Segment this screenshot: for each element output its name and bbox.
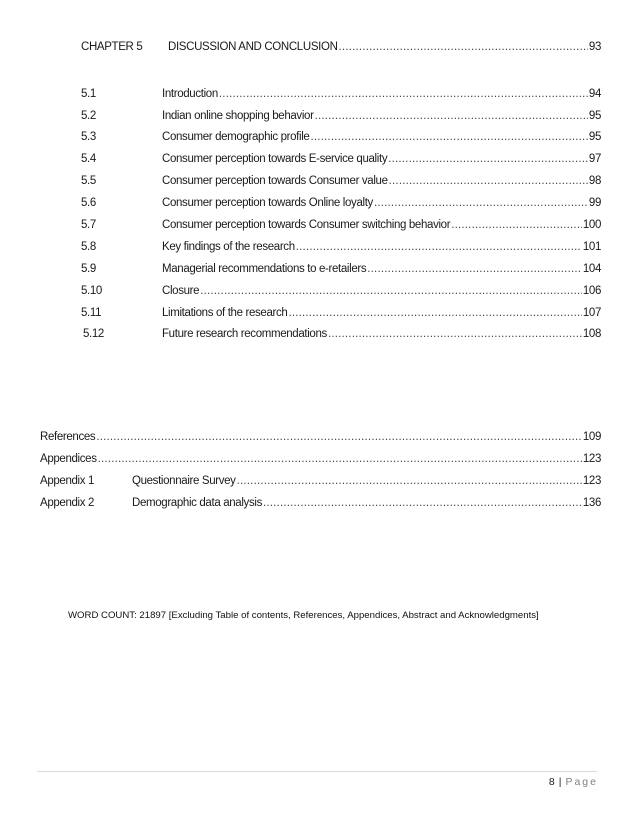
leader-dots xyxy=(237,474,582,488)
section-page: 104 xyxy=(582,263,601,275)
section-number: 5.6 xyxy=(81,197,96,209)
toc-appendix-row[interactable] xyxy=(40,496,601,510)
section-title: Indian online shopping behavior xyxy=(162,110,314,122)
footer-separator: | xyxy=(558,776,562,788)
section-title: Key findings of the research xyxy=(162,241,295,253)
appendix-page: 136 xyxy=(582,497,601,509)
page-footer xyxy=(549,776,598,788)
toc-section-row[interactable] xyxy=(81,196,601,210)
section-number: 5.4 xyxy=(81,153,96,165)
toc-section-row[interactable] xyxy=(81,262,601,276)
appendices-label: Appendices xyxy=(40,453,97,465)
toc-section-row[interactable] xyxy=(83,327,601,341)
leader-dots xyxy=(310,130,587,144)
section-number: 5.3 xyxy=(81,131,96,143)
leader-dots xyxy=(219,87,588,101)
section-number: 5.12 xyxy=(83,328,104,340)
references-label: References xyxy=(40,431,96,443)
leader-dots xyxy=(388,152,588,166)
leader-dots xyxy=(296,240,582,254)
section-page: 95 xyxy=(588,131,601,143)
appendix-page: 123 xyxy=(582,475,601,487)
toc-chapter-row[interactable] xyxy=(81,40,601,54)
footer-divider xyxy=(37,771,597,772)
leader-dots xyxy=(374,196,588,210)
section-page: 97 xyxy=(588,153,601,165)
toc-section-row[interactable] xyxy=(81,306,601,320)
section-title: Limitations of the research xyxy=(162,307,288,319)
toc-appendix-row[interactable] xyxy=(40,474,601,488)
section-page: 99 xyxy=(588,197,601,209)
appendix-title: Questionnaire Survey xyxy=(132,475,236,487)
section-page: 95 xyxy=(588,110,601,122)
toc-section-row[interactable] xyxy=(81,284,601,298)
section-page: 106 xyxy=(582,285,601,297)
appendix-title: Demographic data analysis xyxy=(132,497,262,509)
leader-dots xyxy=(315,109,588,123)
toc-references-row[interactable] xyxy=(40,430,601,444)
section-number: 5.8 xyxy=(81,241,96,253)
leader-dots xyxy=(328,327,582,341)
leader-dots xyxy=(288,306,581,320)
appendix-label: Appendix 2 xyxy=(40,497,95,509)
section-number: 5.10 xyxy=(81,285,102,297)
section-title: Consumer perception towards Consumer switching behavior xyxy=(162,219,451,231)
section-number: 5.5 xyxy=(81,175,96,187)
section-number: 5.1 xyxy=(81,88,96,100)
section-page: 94 xyxy=(588,88,601,100)
leader-dots xyxy=(200,284,582,298)
chapter-page: 93 xyxy=(588,41,601,53)
leader-dots xyxy=(96,430,582,444)
leader-dots xyxy=(389,174,588,188)
section-page: 98 xyxy=(588,175,601,187)
section-title: Consumer perception towards Consumer value xyxy=(162,175,388,187)
toc-section-row[interactable] xyxy=(81,218,601,232)
leader-dots xyxy=(367,262,582,276)
toc-section-row[interactable] xyxy=(81,240,601,254)
references-page: 109 xyxy=(582,431,601,443)
section-number: 5.11 xyxy=(81,307,102,319)
chapter-title: DISCUSSION AND CONCLUSION xyxy=(168,41,338,53)
section-page: 108 xyxy=(582,328,601,340)
section-title: Introduction xyxy=(162,88,218,100)
leader-dots xyxy=(451,218,582,232)
toc-section-row[interactable] xyxy=(81,87,601,101)
section-title: Consumer perception towards Online loyalty xyxy=(162,197,373,209)
toc-section-row[interactable] xyxy=(81,130,601,144)
section-number: 5.9 xyxy=(81,263,96,275)
toc-appendices-row[interactable] xyxy=(40,452,601,466)
toc-section-row[interactable] xyxy=(81,152,601,166)
toc-section-row[interactable] xyxy=(81,174,601,188)
appendices-page: 123 xyxy=(582,453,601,465)
section-title: Consumer perception towards E-service quality xyxy=(162,153,388,165)
section-number: 5.2 xyxy=(81,110,96,122)
footer-page-label: Page xyxy=(565,776,598,788)
section-page: 101 xyxy=(582,241,601,253)
chapter-label: CHAPTER 5 xyxy=(81,41,143,53)
leader-dots xyxy=(339,40,588,54)
section-title: Consumer demographic profile xyxy=(162,131,310,143)
footer-page-number: 8 xyxy=(548,776,555,788)
toc-section-row[interactable] xyxy=(81,109,601,123)
appendix-label: Appendix 1 xyxy=(40,475,95,487)
word-count-note: WORD COUNT: 21897 [Excluding Table of contents, References, Appendices, Abstract and Acknowledgments] xyxy=(68,610,539,621)
section-page: 100 xyxy=(582,219,601,231)
section-number: 5.7 xyxy=(81,219,96,231)
section-title: Closure xyxy=(162,285,200,297)
leader-dots xyxy=(98,452,582,466)
section-page: 107 xyxy=(582,307,601,319)
section-title: Future research recommendations xyxy=(162,328,327,340)
section-title: Managerial recommendations to e-retailers xyxy=(162,263,367,275)
leader-dots xyxy=(263,496,582,510)
